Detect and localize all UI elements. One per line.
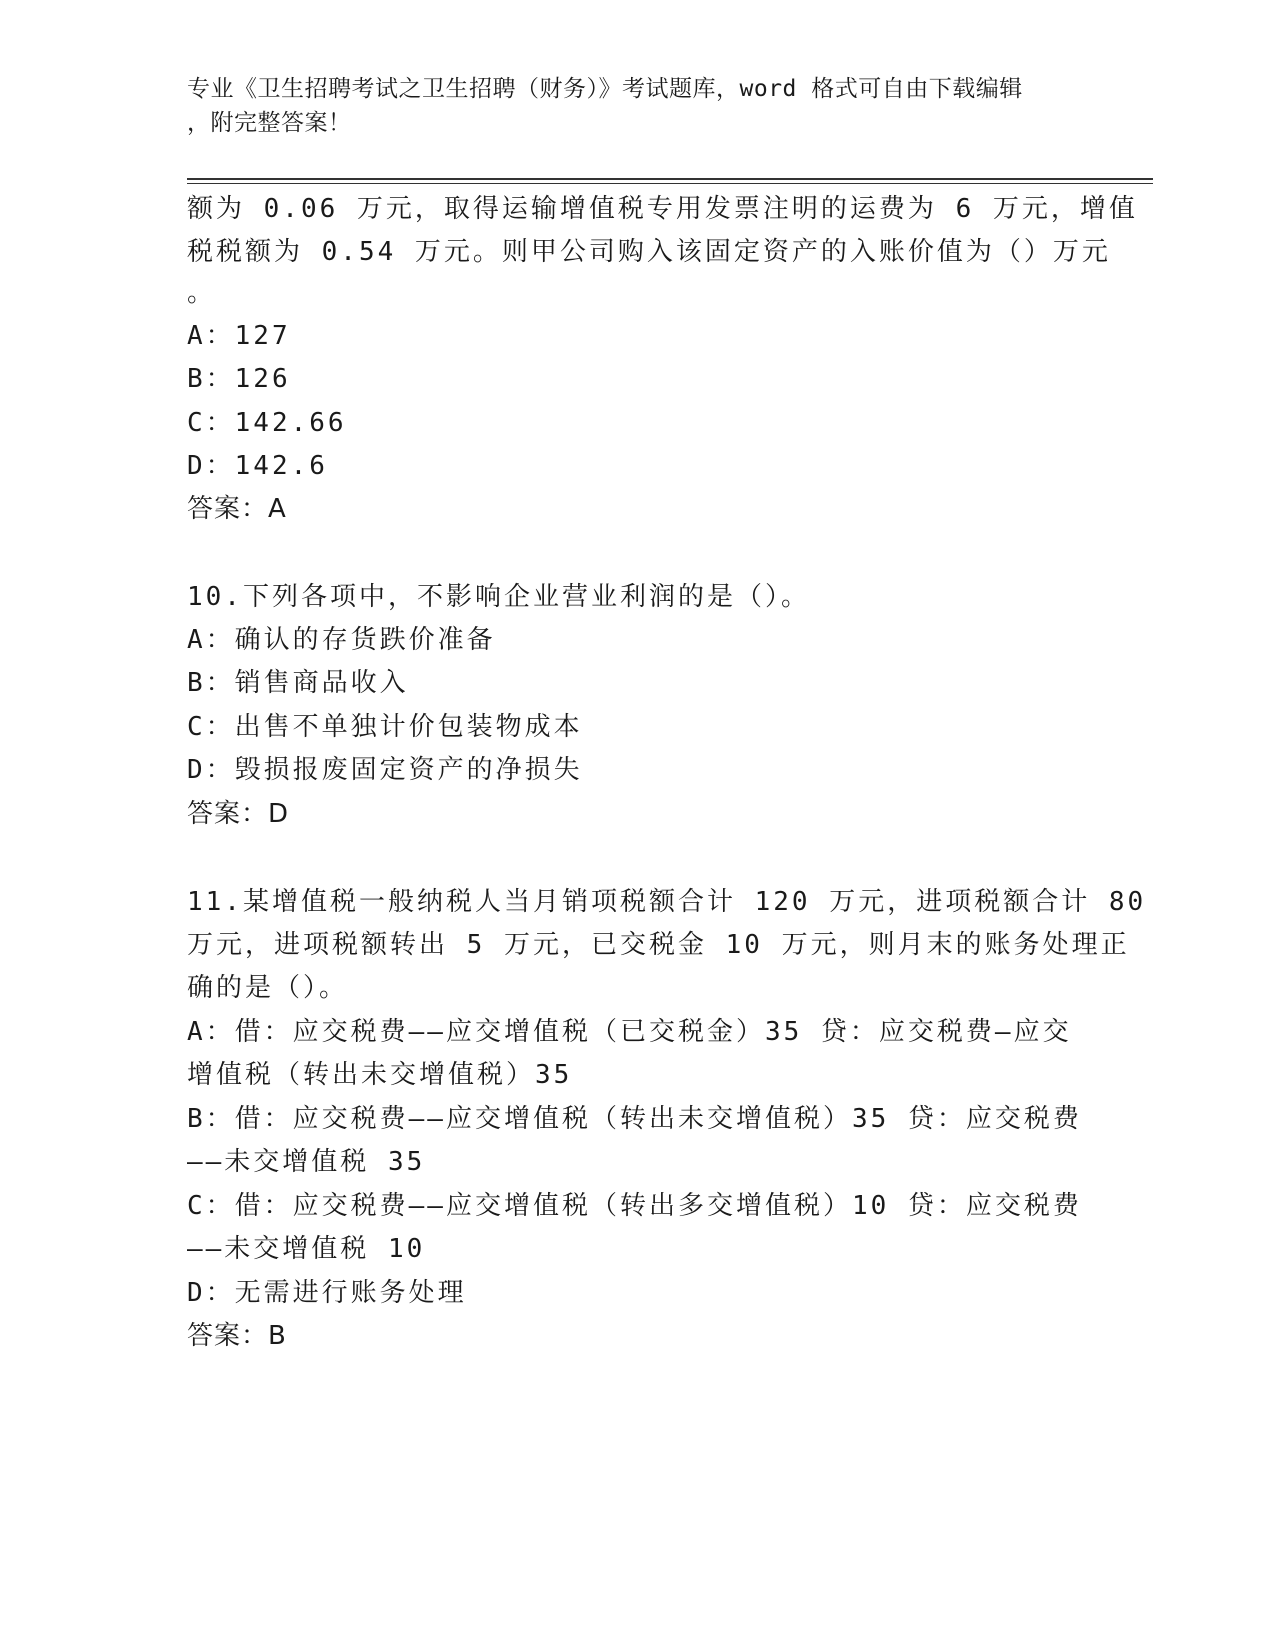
- q10-option-a: A：确认的存货跌价准备: [187, 625, 496, 655]
- q9-stem-line-3: 。: [187, 278, 217, 308]
- q10-option-c: C：出售不单独计价包装物成本: [187, 712, 583, 742]
- header-divider-bottom: [187, 183, 1153, 184]
- q10-option-d: D：毁损报废固定资产的净损失: [187, 755, 583, 785]
- q9-stem-line-1: 额为 0.06 万元，取得运输增值税专用发票注明的运费为 6 万元，增值: [187, 194, 1138, 224]
- q11-option-c-line-1: C：借：应交税费——应交增值税（转出多交增值税）10 贷：应交税费: [187, 1191, 1082, 1221]
- q11-option-c-line-2: ——未交增值税 10: [187, 1234, 426, 1264]
- q11-stem-line-1: 11.某增值税一般纳税人当月销项税额合计 120 万元，进项税额合计 80: [187, 887, 1147, 917]
- q11-option-a-line-1: A：借：应交税费——应交增值税（已交税金）35 贷：应交税费—应交: [187, 1017, 1072, 1047]
- q11-option-d: D：无需进行账务处理: [187, 1278, 467, 1308]
- q11-stem-line-3: 确的是（）。: [187, 973, 349, 1003]
- q9-option-b: B：126: [187, 364, 291, 394]
- q11-option-a-line-2: 增值税（转出未交增值税）35: [187, 1060, 573, 1090]
- q11-option-b-line-2: ——未交增值税 35: [187, 1147, 426, 1177]
- q11-answer: 答案：B: [187, 1321, 287, 1351]
- q10-option-b: B：销售商品收入: [187, 668, 409, 698]
- header-line-2: ，附完整答案！: [187, 110, 352, 136]
- document-header: [187, 72, 1087, 140]
- q10-answer: 答案：D: [187, 799, 290, 829]
- q11-stem-line-2: 万元，进项税额转出 5 万元，已交税金 10 万元，则月末的账务处理正: [187, 930, 1130, 960]
- q9-option-c: C：142.66: [187, 408, 347, 438]
- header-line-1: 专业《卫生招聘考试之卫生招聘（财务）》考试题库，word 格式可自由下载编辑: [187, 76, 1023, 102]
- q9-option-a: A：127: [187, 321, 291, 351]
- q10-stem-line-1: 10.下列各项中，不影响企业营业利润的是（）。: [187, 582, 810, 612]
- header-divider-top: [187, 178, 1153, 180]
- q9-option-d: D：142.6: [187, 451, 328, 481]
- q11-option-b-line-1: B：借：应交税费——应交增值税（转出未交增值税）35 贷：应交税费: [187, 1104, 1082, 1134]
- q9-answer: 答案：A: [187, 494, 287, 524]
- q9-stem-line-2: 税税额为 0.54 万元。则甲公司购入该固定资产的入账价值为（）万元: [187, 237, 1111, 267]
